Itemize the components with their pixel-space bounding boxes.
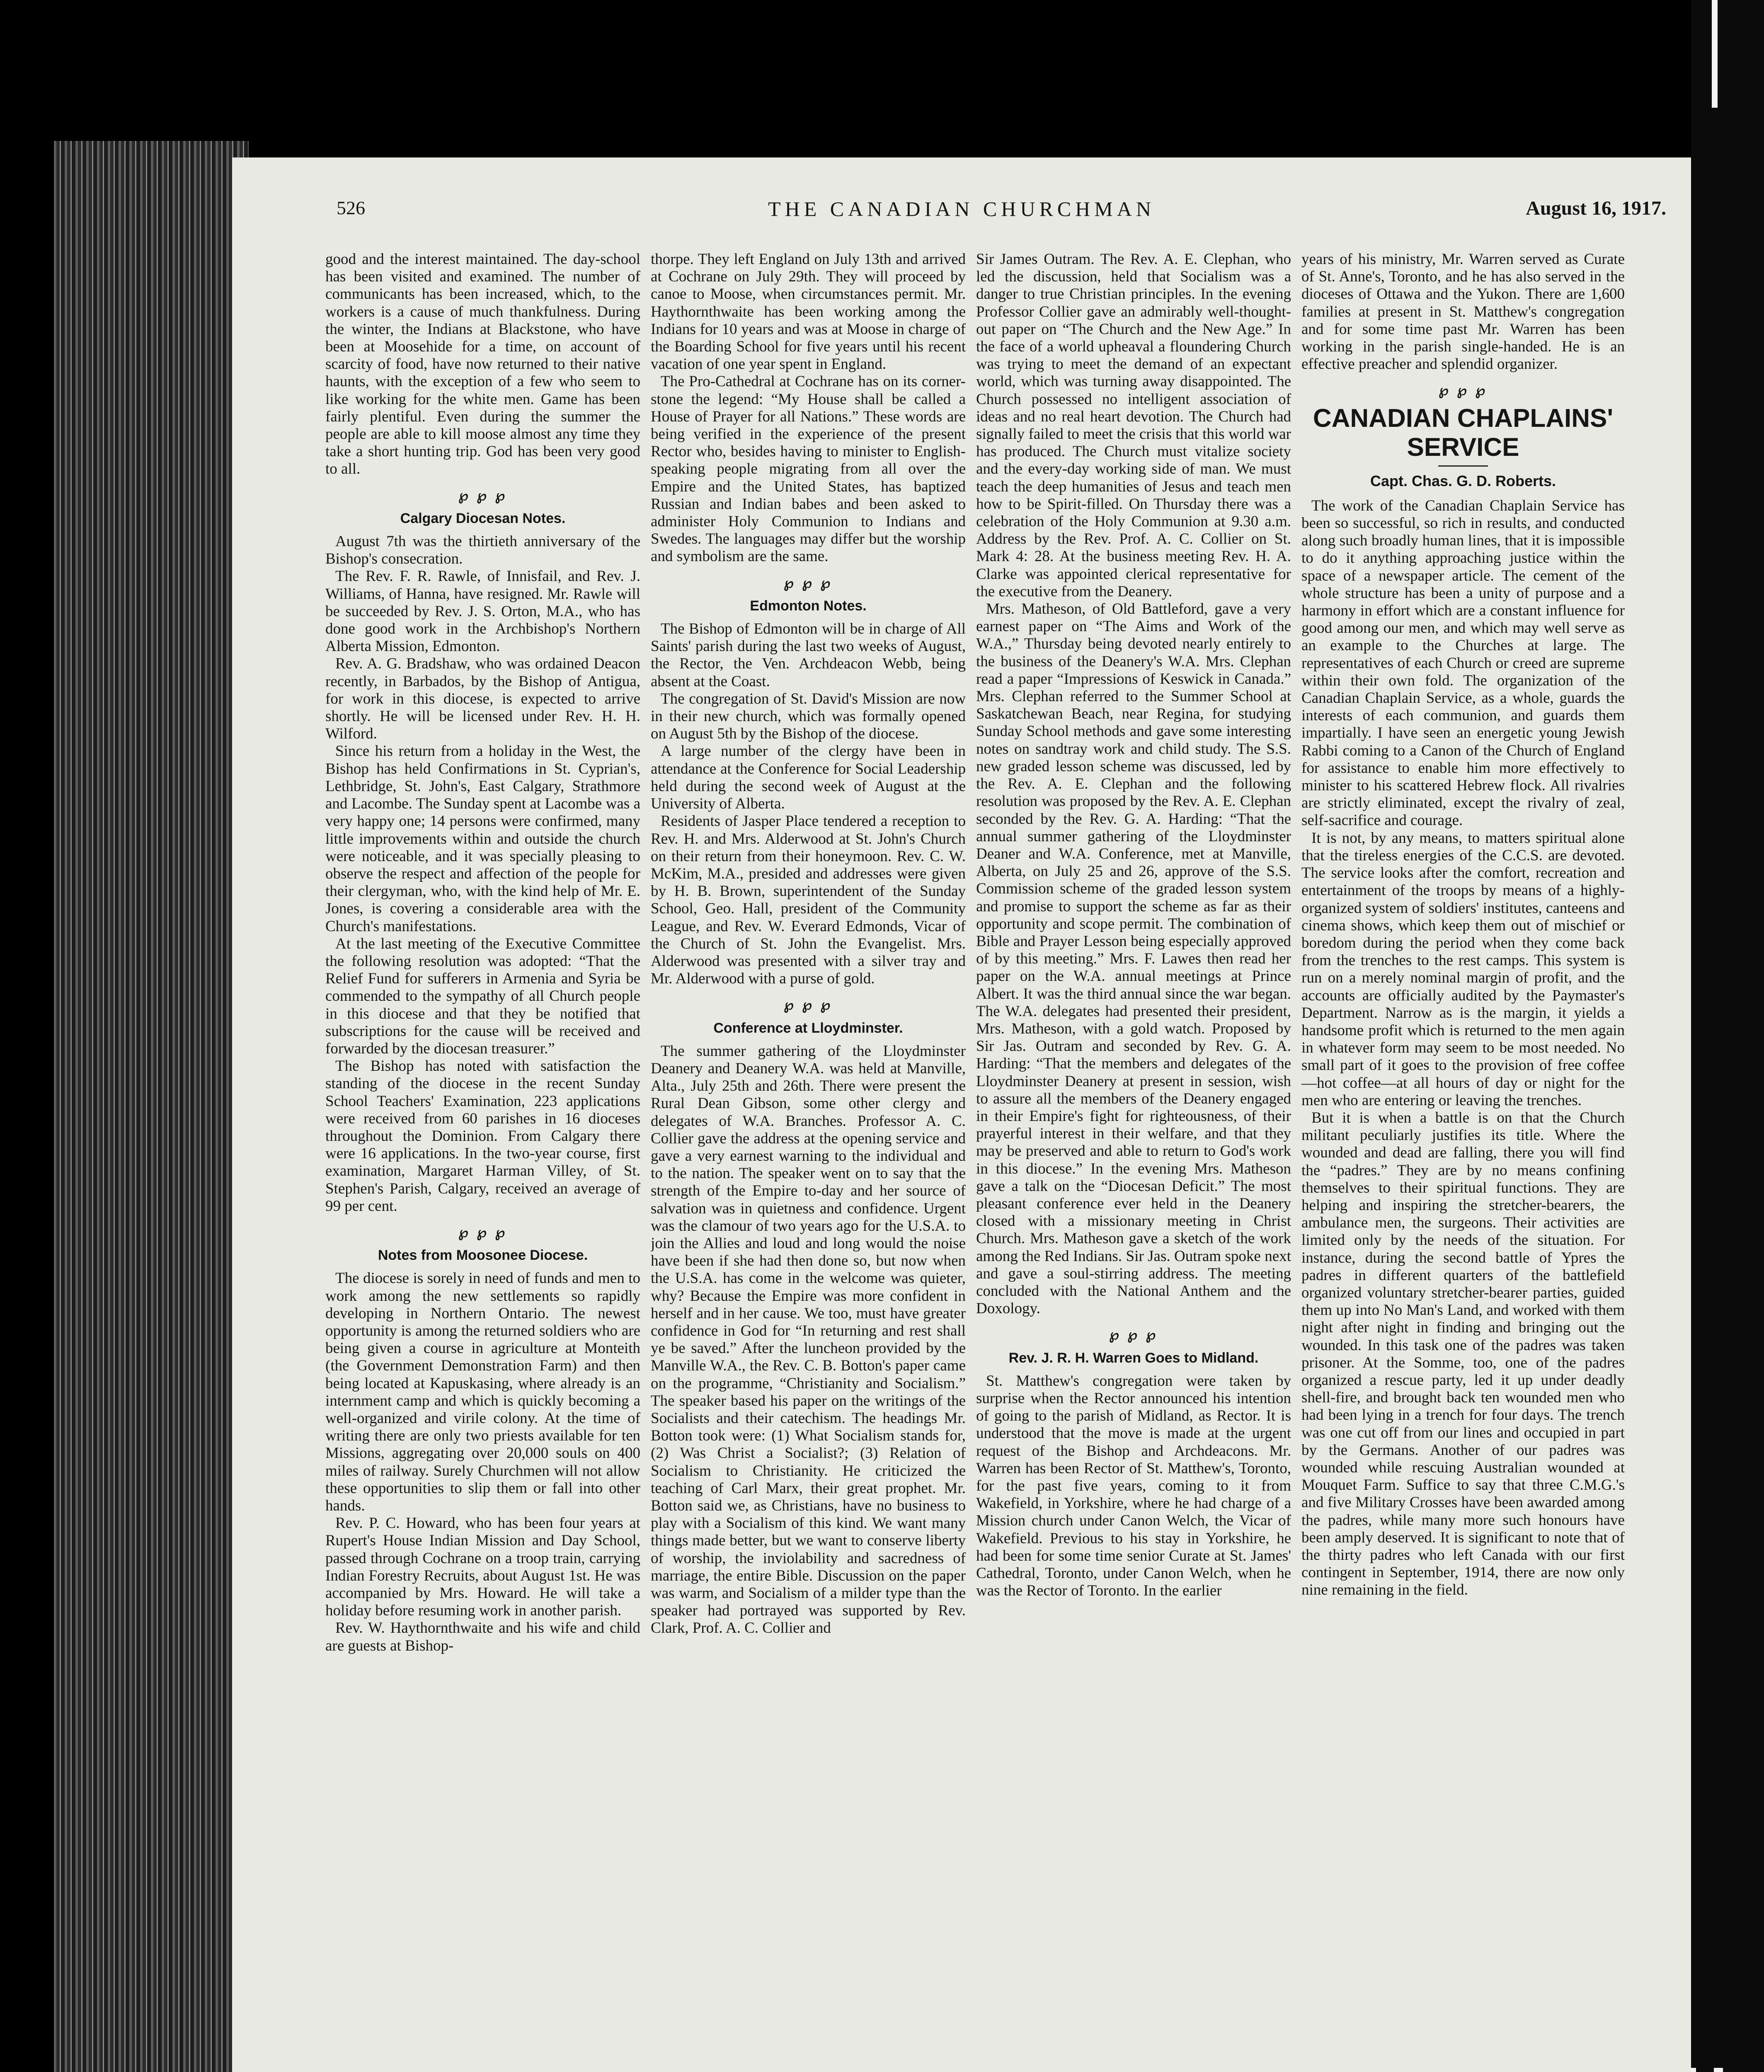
article-paragraph: The diocese is sorely in need of funds and men to work among the new settlements so rapidly developing in Northern Ontario. The newest opportunity is among the returned soldiers who are being given a course in agriculture at Monteith (the Government Demonstration Farm) and then being located at Kapuskasing, where already is an internment camp and which is quickly becoming a well-organized and virile colony. At the time of writing there are only two priests available for ten Missions, aggregating over 20,000 souls on 400 miles of railway. Surely Churchmen will not allow these opportunities to slip them or fall into other hands. [325, 1270, 640, 1515]
scan-mark [1714, 2068, 1723, 2072]
article-paragraph: The Bishop has noted with satisfaction the standing of the diocese in the recent Sunday School Teachers' Examination, 223 applications were received from 60 parishes in 16 dioceses throughout the Dominion. From Calgary there were 16 applications. In the two-year course, first examination, Margaret Harman Villey, of St. Stephen's Parish, Calgary, received an average of 99 per cent. [325, 1058, 640, 1215]
section-ornament: ℘ ℘ ℘ [458, 1225, 508, 1240]
newspaper-page [232, 157, 1691, 2072]
section-ornament: ℘ ℘ ℘ [1438, 383, 1488, 399]
headline-rule [1438, 465, 1488, 467]
article-paragraph: Rev. W. Haythornthwaite and his wife and child are guests at Bishop- [325, 1619, 640, 1654]
article-paragraph: thorpe. They left England on July 13th and arrived at Cochrane on July 29th. They will proceed by canoe to Moose, when circumstances permit. Mr. Haythornthwaite has been working among the Indians for 10 years and was at Moose in charge of the Boarding School for five years until his recent vacation of one year spent in England. [651, 251, 966, 373]
section-heading: Conference at Lloydminster. [713, 1020, 903, 1036]
masthead-title: THE CANADIAN CHURCHMAN [768, 197, 1155, 220]
article-paragraph: August 7th was the thirtieth anniversary of the Bishop's consecration. [325, 533, 640, 568]
section-ornament: ℘ ℘ ℘ [783, 997, 833, 1013]
book-page-edges [54, 141, 249, 2072]
issue-date: August 16, 1917. [1526, 197, 1666, 219]
section-ornament: ℘ ℘ ℘ [458, 488, 508, 503]
section-heading: Rev. J. R. H. Warren Goes to Midland. [1008, 1350, 1259, 1366]
page-number: 526 [337, 197, 365, 218]
section-ornament: ℘ ℘ ℘ [1109, 1327, 1158, 1343]
article-paragraph: It is not, by any means, to matters spiritual alone that the tireless energies of the C.C.S. are devoted. The service looks after the comfort, recreation and entertainment of the troops by means of a highly-organized system of soldiers' institutes, canteens and cinema shows, which keep them out of mischief or boredom during the period when they come back from the trenches to the rest camps. This system is run on a merely nominal margin of profit, and the accounts are officially audited by the Paymaster's Department. Narrow as is the margin, it yields a handsome profit which is returned to the men again in whatever form may seem to be most needed. No small part of it goes to the provision of free coffee—hot coffee—at all hours of day or night for the men who are entering or leaving the trenches. [1301, 829, 1625, 1109]
article-paragraph: good and the interest maintained. The day-school has been visited and examined. The number of communicants has been increased, which, to the workers is a cause of much thankfulness. During the winter, the Indians at Blackstone, who have been at Moosehide for a time, on account of scarcity of food, have now returned to their native haunts, with the exception of a few who seem to like working for the white men. Game has been fairly plentiful. Even during the summer the people are able to kill moose almost any time they take a short hunting trip. God has been very good to all. [325, 251, 640, 478]
article-paragraph: The summer gathering of the Lloydminster Deanery and Deanery W.A. was held at Manville, Alta., July 25th and 26th. There were present the Rural Dean Gibson, some other clergy and delegates of W.A. Branches. Professor A. C. Collier gave the address at the opening service and gave a very earnest warning to the individual and to the nation. The speaker went on to say that the strength of the Empire to-day and her source of salvation was in quietness and confidence. Urgent was the clamour of two years ago for the U.S.A. to join the Allies and loud and long would the noise have been if she had then done so, but now when the U.S.A. has come in the welcome was quieter, why? Because the Empire was more confident in herself and in her cause. We too, must have greater confidence in God for “In returning and rest shall ye be saved.” After the luncheon provided by the Manville W.A., the Rev. C. B. Botton's paper came on the programme, “Christianity and Socialism.” The speaker based his paper on the writings of the Socialists and their catechism. The headings Mr. Botton took were: (1) What Socialism stands for, (2) Was Christ a Socialist?; (3) Relation of Socialism to Christianity. He criticized the teaching of Carl Marx, their great prophet. Mr. Botton said we, as Christians, have no business to play with a Socialism of this kind. We want many things made better, but we want to conserve liberty of worship, the inviolability and sacredness of marriage, the entire Bible. Discussion on the paper was warm, and Socialism of a milder type than the speaker had portrayed was supported by Rev. Clark, Prof. A. C. Collier and [651, 1042, 966, 1637]
scan-border [1691, 0, 1764, 2072]
article-paragraph: Sir James Outram. The Rev. A. E. Clephan, who led the discussion, held that Socialism was a danger to true Christian principles. In the evening Professor Collier gave an admirably well-thought-out paper on “The Church and the New Age.” In the face of a world upheaval a floundering Church was trying to meet the demand of an expectant world, which was turning away disappointed. The Church possessed no intelligent association of ideas and no real heart devotion. The Church had signally failed to meet the crisis that this world war has produced. The Church must vitalize society and the every-day working side of man. We must teach the deep humanities of Jesus and teach men how to be Spirit-filled. On Thursday there was a celebration of the Holy Communion at 9.30 a.m. Address by the Rev. Prof. A. C. Collier on St. Mark 4: 28. At the business meeting Rev. H. A. Clarke was appointed clerical representative for the executive from the Deanery. [976, 251, 1291, 600]
article-paragraph: The congregation of St. David's Mission are now in their new church, which was formally opened on August 5th by the Bishop of the diocese. [651, 690, 966, 743]
article-paragraph: Mrs. Matheson, of Old Battleford, gave a very earnest paper on “The Aims and Work of the W.A.,” Thursday being devoted nearly entirely to the business of the Deanery's W.A. Mrs. Clephan read a paper “Impressions of Keswick in Canada.” Mrs. Clephan referred to the Summer School at Saskatchewan Beach, near Regina, for studying Sunday School methods and gave some interesting notes on sandtray work and child study. The S.S. new graded lesson scheme was discussed, led by the Rev. A. E. Clephan and the following resolution was proposed by the Rev. A. E. Clephan seconded by the Rev. G. A. Harding: “That the annual summer gathering of the Lloydminster Deaner and W.A. Conference, met at Manville, Alberta, on July 25 and 26, approve of the S.S. Commission scheme of the graded lesson system and promise to support the scheme as far as their opportunity and scope permit. The combination of Bible and Prayer Lesson being especially approved of by this meeting.” Mrs. F. Lawes then read her paper on the W.A. annual meetings at Prince Albert. It was the third annual since the war began. The W.A. delegates had presented their president, Mrs. Matheson, with a gold watch. Proposed by Sir Jas. Outram and seconded by Rev. G. A. Harding: “That the members and delegates of the Lloydminster Deanery at present in session, wish to assure all the members of the Deanery engaged in their Empire's fight for righteousness, of their prayerful interest in their welfare, and that they may be preserved and able to return to God's work in this diocese.” In the evening Mrs. Matheson gave a talk on the “Diocesan Deficit.” The most pleasant conference ever held in the Deanery closed with a missionary meeting in Christ Church. Mrs. Matheson gave a sketch of the work among the Red Indians. Sir Jas. Outram spoke next and gave a soul-stirring address. The meeting concluded with the National Anthem and the Doxology. [976, 600, 1291, 1317]
byline: Capt. Chas. G. D. Roberts. [1370, 472, 1556, 489]
article-paragraph: The Bishop of Edmonton will be in charge of All Saints' parish during the last two weeks of August, the Rector, the Ven. Archdeacon Webb, being absent at the Coast. [651, 620, 966, 690]
article-paragraph: St. Matthew's congregation were taken by surprise when the Rector announced his intention of going to the parish of Midland, as Rector. It is understood that the move is made at the urgent request of the Bishop and Archdeacons. Mr. Warren has been Rector of St. Matthew's, Toronto, for the past five years, coming to it from Wakefield, in Yorkshire, where he had charge of a Mission church under Canon Welch, the Vicar of Wakefield. Previous to his stay in Yorkshire, he had been for some time senior Curate at St. James' Cathedral, Toronto, under Canon Welch, when he was the Rector of Toronto. In the earlier [976, 1372, 1291, 1600]
section-heading: Edmonton Notes. [750, 598, 867, 614]
article-paragraph: Rev. A. G. Bradshaw, who was ordained Deacon recently, in Barbados, by the Bishop of Antigua, for work in this diocese, is expected to arrive shortly. He will be licensed under Rev. H. H. Wilford. [325, 655, 640, 743]
article-paragraph: Residents of Jasper Place tendered a reception to Rev. H. and Mrs. Alderwood at St. John's Church on their return from their honeymoon. Rev. C. W. McKim, M.A., presided and addresses were given by H. B. Brown, superintendent of the Sunday School, Geo. Hall, president of the Community League, and Rev. W. Everard Edmonds, Vicar of the Church of St. John the Evangelist. Mrs. Alderwood was presented with a silver tray and Mr. Alderwood with a purse of gold. [651, 813, 966, 988]
column-4 [1301, 251, 1625, 2072]
feature-headline: CANADIAN CHAPLAINS' SERVICE [1313, 404, 1614, 462]
section-ornament: ℘ ℘ ℘ [783, 575, 833, 591]
section-heading: Notes from Moosonee Diocese. [378, 1247, 588, 1264]
column-1 [325, 251, 640, 2072]
column-2 [651, 251, 966, 2072]
article-paragraph: The work of the Canadian Chaplain Service has been so successful, so rich in results, and conducted along such broadly human lines, that it is impossible to do it anything approaching justice within the space of a newspaper article. The cement of the whole structure has been a unity of purpose and a harmony in effort which are a constant influence for good among our men, and which may well serve as an example to the Churches at large. The representatives of each Church or creed are supreme within their own fold. The organization of the Canadian Chaplain Service, as a whole, guards the interests of each communion, and guards them impartially. I have seen an energetic young Jewish Rabbi coming to a Canon of the Church of England for assistance to enable him more effectively to minister to his scattered Hebrew flock. All rivalries are strictly eliminated, except the rivalry of zeal, self-sacrifice and courage. [1301, 497, 1625, 829]
column-3 [976, 251, 1291, 2072]
article-paragraph: Rev. P. C. Howard, who has been four years at Rupert's House Indian Mission and Day School, passed through Cochrane on a troop train, carrying Indian Forestry Recruits, about August 1st. He was accompanied by Mrs. Howard. He will take a holiday before resuming work in another parish. [325, 1515, 640, 1619]
article-paragraph: At the last meeting of the Executive Committee the following resolution was adopted: “That the Relief Fund for sufferers in Armenia and Syria be commended to the sympathy of all Church people in this diocese and that they be notified that subscriptions for the cause will be received and forwarded by the diocesan treasurer.” [325, 935, 640, 1057]
article-paragraph: years of his ministry, Mr. Warren served as Curate of St. Anne's, Toronto, and he has also served in the dioceses of Ottawa and the Yukon. There are 1,600 families at present in St. Matthew's congregation and for some time past Mr. Warren has been working in the parish single-handed. He is an effective preacher and splendid organizer. [1301, 251, 1625, 373]
article-paragraph: But it is when a battle is on that the Church militant peculiarly justifies its title. Where the wounded and dead are falling, there you will find the “padres.” They are by no means confining themselves to their spiritual functions. They are helping and inspiring the stretcher-bearers, the ambulance men, the surgeons. Their activities are limited only by the needs of the situation. For instance, during the second battle of Ypres the padres in different quarters of the battlefield organized voluntary stretcher-bearer parties, guided them up into No Man's Land, and worked with them night after night in finding and bringing out the wounded. In this task one of the padres was taken prisoner. At the Somme, too, one of the padres organized a rescue party, led it up under deadly shell-fire, and brought back ten wounded men who had been lying in a trench for four days. The trench was one cut off from our lines and occupied in part by the Germans. Another of our padres was wounded while rescuing Australian wounded at Mouquet Farm. Suffice to say that three C.M.G.'s and five Military Crosses have been awarded among the padres, while many more such honours have been amply deserved. It is significant to note that of the thirty padres who left Canada with our first contingent in September, 1914, there are now only nine remaining in the field. [1301, 1109, 1625, 1599]
section-heading: Calgary Diocesan Notes. [400, 510, 566, 526]
scan-mark [1712, 0, 1718, 108]
page-header [232, 197, 1691, 226]
article-paragraph: The Rev. F. R. Rawle, of Innisfail, and Rev. J. Williams, of Hanna, have resigned. Mr. Rawle will be succeeded by Rev. J. S. Orton, M.A., who has done good work in the Archbishop's Northern Alberta Mission, Edmonton. [325, 568, 640, 655]
article-paragraph: Since his return from a holiday in the West, the Bishop has held Confirmations in St. Cyprian's, Lethbridge, St. John's, East Calgary, Strathmore and Lacombe. The Sunday spent at Lacombe was a very happy one; 14 persons were confirmed, many little improvements within and outside the church were noticeable, and it was specially pleasing to observe the respect and affection of the people for their clergyman, who, with the kind help of Mr. E. Jones, is covering a considerable area with the Church's manifestations. [325, 743, 640, 935]
article-paragraph: The Pro-Cathedral at Cochrane has on its corner-stone the legend: “My House shall be called a House of Prayer for all Nations.” These words are being verified in the experience of the present Rector who, besides having to minister to English-speaking people migrating from all over the Empire and the United States, has baptized Russian and Indian babes and been asked to administer Holy Communion to Indians and Swedes. The languages may differ but the worship and symbolism are the same. [651, 373, 966, 565]
article-paragraph: A large number of the clergy have been in attendance at the Conference for Social Leadership held during the second week of August at the University of Alberta. [651, 743, 966, 813]
